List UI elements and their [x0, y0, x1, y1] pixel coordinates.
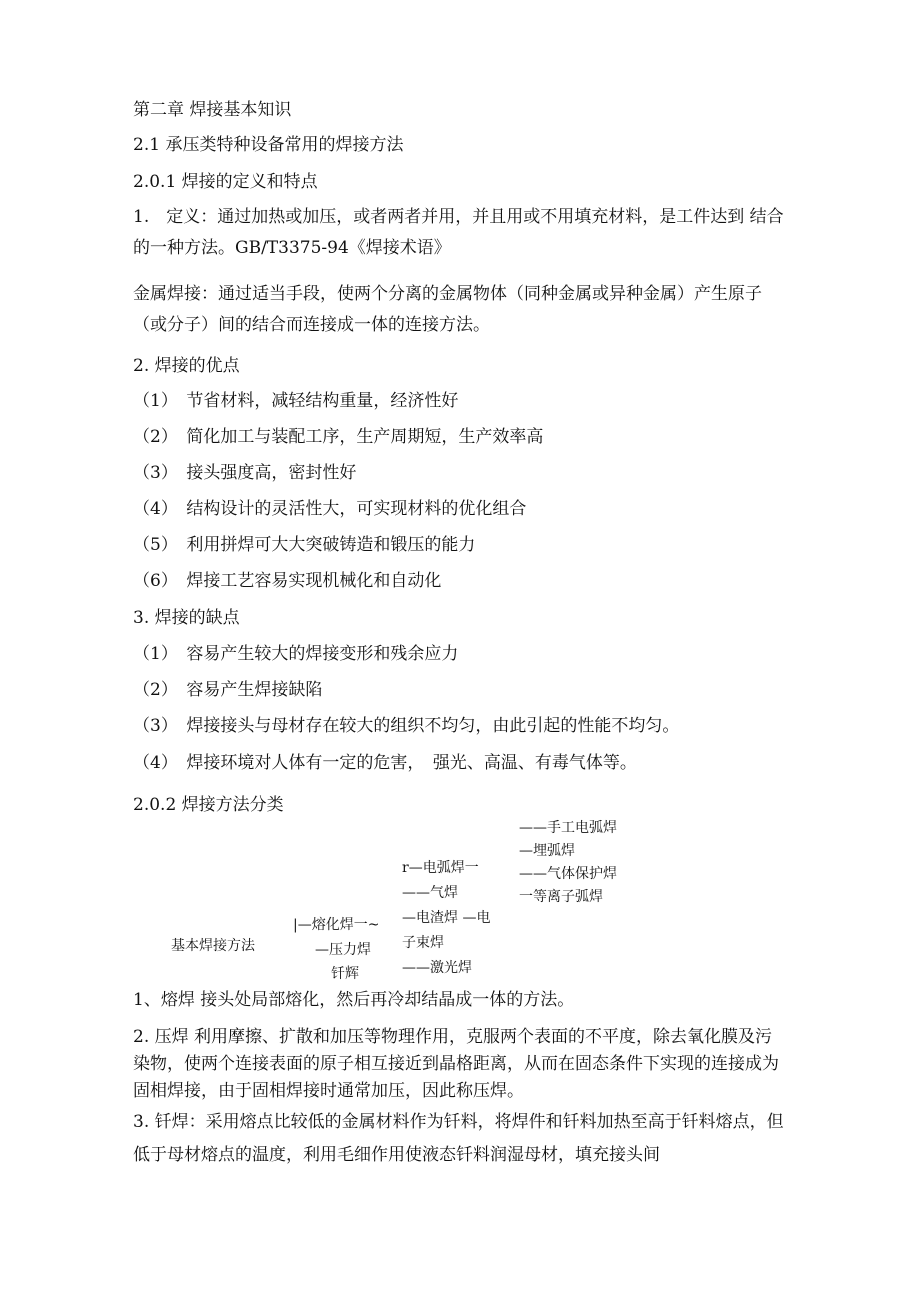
disadvantages-heading: 3. 焊接的缺点	[133, 608, 240, 628]
tree-node: ——手工电弧焊	[519, 820, 617, 836]
pressure-welding-paragraph: 2. 压焊 利用摩擦、扩散和加压等物理作用，克服两个表面的不平度，除去氧化膜及污染物，使两个连接表面的原子相互接近到晶格距离，从而在固态条件下实现的连接成为固相焊接，由于固相焊接时通常加压，因此称压焊。	[133, 1027, 779, 1101]
tree-node: r—电弧焊一	[402, 860, 479, 876]
tree-node: —压力焊	[315, 942, 371, 958]
advantages-heading: 2. 焊接的优点	[133, 356, 240, 376]
list-item: （6） 焊接工艺容易实现机械化和自动化	[133, 571, 442, 591]
tree-node: 子束焊	[402, 935, 444, 951]
tree-node: —埋弧焊	[519, 843, 575, 859]
subsection-heading: 2.0.1 焊接的定义和特点	[133, 172, 318, 192]
list-item: （1） 容易产生较大的焊接变形和残余应力	[133, 644, 459, 664]
subsection-heading: 2.0.2 焊接方法分类	[133, 795, 284, 815]
tree-node: ——气焊	[402, 885, 458, 901]
list-item: （2） 简化加工与装配工序，生产周期短，生产效率高	[133, 427, 544, 447]
tree-node: —电渣焊 —电	[402, 910, 491, 926]
tree-node: |—熔化焊一~	[293, 917, 380, 933]
list-item: （5） 利用拼焊可大大突破铸造和锻压的能力	[133, 535, 476, 555]
tree-node: ——气体保护焊	[519, 866, 617, 882]
list-item: （4） 焊接环境对人体有一定的危害， 强光、高温、有毒气体等。	[133, 753, 637, 773]
brazing-paragraph: 3. 钎焊：采用熔点比较低的金属材料作为钎料，将焊件和钎料加热至高于钎料熔点，但低于母材熔点的温度，利用毛细作用使液态钎料润湿母材，填充接头间	[133, 1112, 784, 1165]
list-item: （3） 接头强度高，密封性好	[133, 463, 357, 483]
tree-node: ——激光焊	[402, 960, 472, 976]
fusion-welding-paragraph: 1、熔焊 接头处局部熔化，然后再冷却结晶成一体的方法。	[133, 990, 575, 1010]
metal-welding-paragraph: 金属焊接：通过适当手段，使两个分离的金属物体（同种金属或异种金属）产生原子（或分子）间的结合而连接成一体的连接方法。	[133, 284, 762, 335]
list-item: （1） 节省材料，减轻结构重量，经济性好	[133, 391, 459, 411]
tree-node: 一等离子弧焊	[519, 889, 603, 905]
definition-paragraph: 1. 定义：通过加热或加压，或者两者并用，并且用或不用填充材料，是工件达到 结合的一种方法。GB/T3375-94《焊接术语》	[133, 207, 784, 258]
chapter-title: 第二章 焊接基本知识	[133, 100, 292, 120]
list-item: （2） 容易产生焊接缺陷	[133, 680, 323, 700]
list-item: （3） 焊接接头与母材存在较大的组织不均匀，由此引起的性能不均匀。	[133, 716, 680, 736]
section-heading: 2.1 承压类特种设备常用的焊接方法	[133, 135, 404, 155]
list-item: （4） 结构设计的灵活性大，可实现材料的优化组合	[133, 499, 527, 519]
tree-node: 钎辉	[331, 966, 359, 982]
tree-root: 基本焊接方法	[171, 938, 255, 954]
